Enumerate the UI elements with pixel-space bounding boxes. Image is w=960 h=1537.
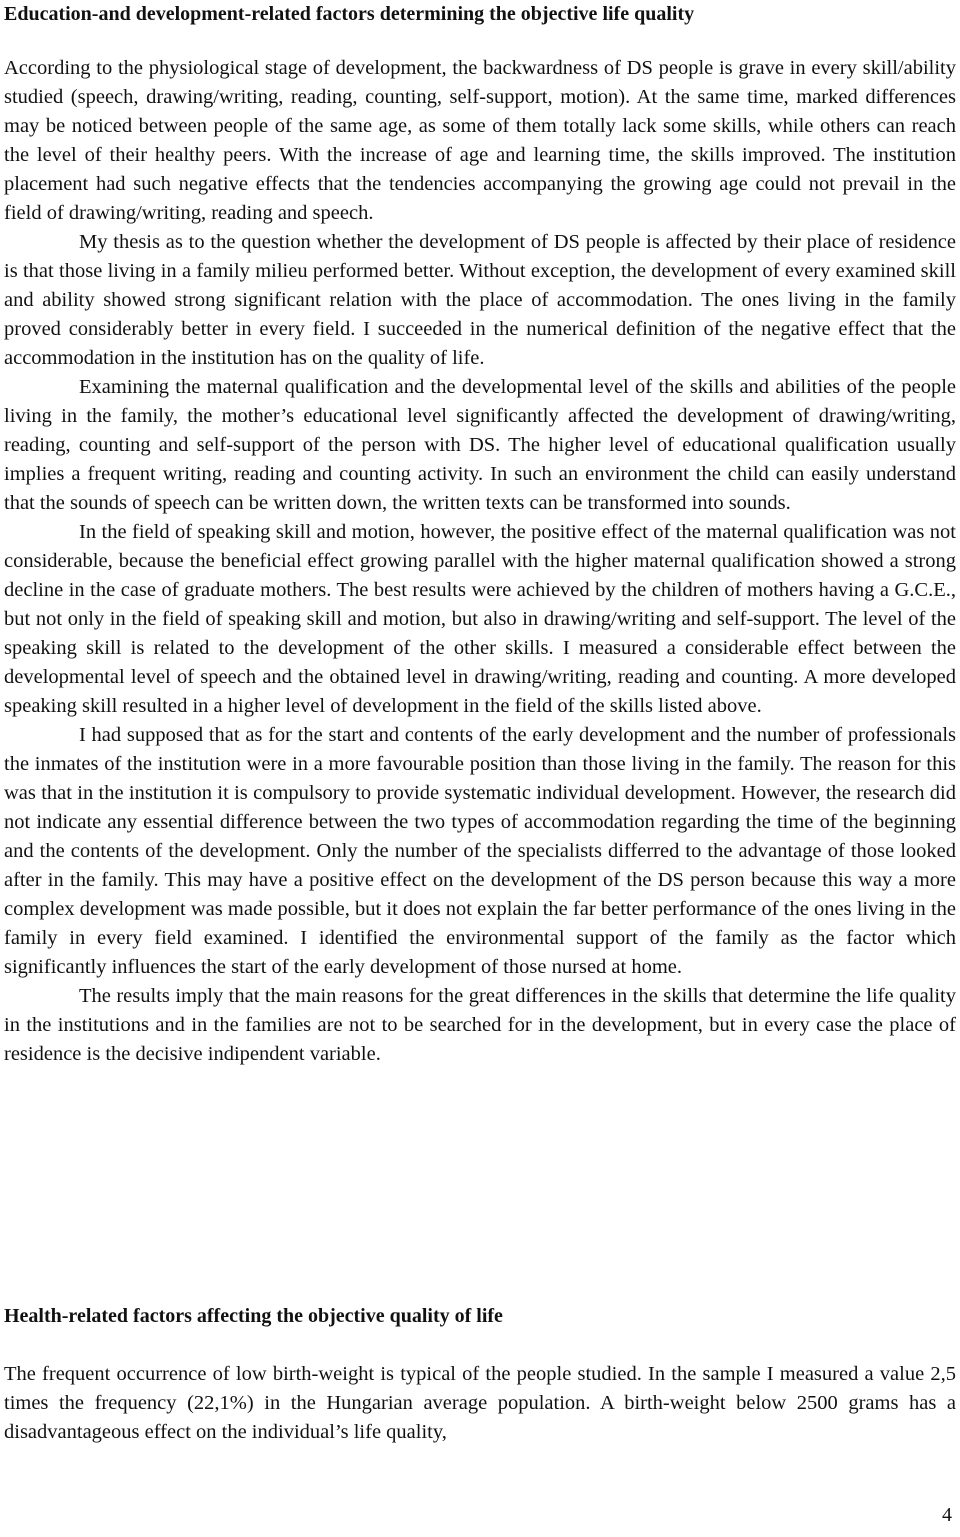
section-body-health xyxy=(4,1360,956,1447)
paragraph: In the field of speaking skill and motion, however, the positive effect of the maternal qualification was not considerable, because the beneficial effect growing parallel with the higher maternal qualification showed a strong decline in the case of graduate mothers. The best results were achieved by the children of mothers having a G.C.E., but not only in the field of speaking skill and motion, but also in drawing/writing and self-support. The level of the speaking skill is related to the development of the other skills. I measured a considerable effect between the developmental level of speech and the obtained level in drawing/writing, reading and counting. A more developed speaking skill resulted in a higher level of development in the field of the skills listed above. xyxy=(4,521,956,717)
paragraph: The results imply that the main reasons for the great differences in the skills that determine the life quality in the institutions and in the families are not to be searched for in the development, but in every case the place of residence is the decisive indipendent variable. xyxy=(4,985,956,1065)
paragraph: I had supposed that as for the start and contents of the early development and the number of professionals the inmates of the institution were in a more favourable position than those living in the family. The reason for this was that in the institution it is compulsory to provide systematic individual development. However, the research did not indicate any essential difference between the two types of accommodation regarding the time of the beginning and the contents of the development. Only the number of the specialists differred to the advantage of those looked after in the family. This may have a positive effect on the development of the DS person because this way a more complex development was made possible, but it does not explain the far better performance of the ones living in the family in every field examined. I identified the environmental support of the family as the factor which significantly influences the start of the early development of those nursed at home. xyxy=(4,724,956,978)
page-number: 4 xyxy=(942,1504,952,1526)
paragraph: The frequent occurrence of low birth-weight is typical of the people studied. In the sample I measured a value 2,5 times the frequency (22,1%) in the Hungarian average population. A birth-weight below 2500 grams has a disadvantageous effect on the individual’s life quality, xyxy=(4,1363,956,1443)
paragraph: According to the physiological stage of development, the backwardness of DS people is grave in every skill/ability studied (speech, drawing/writing, reading, counting, self-support, motion). At the same time, marked differences may be noticed between people of the same age, as some of them totally lack some skills, while others can reach the level of their healthy peers. With the increase of age and learning time, the skills improved. The institution placement had such negative effects that the tendencies accompanying the growing age could not prevail in the field of drawing/writing, reading and speech. xyxy=(4,57,956,224)
section-body-education xyxy=(4,54,956,1069)
paragraph: My thesis as to the question whether the development of DS people is affected by their place of residence is that those living in a family milieu performed better. Without exception, the development of every examined skill and ability showed strong significant relation with the place of accommodation. The ones living in the family proved considerably better in every field. I succeeded in the numerical definition of the negative effect that the accommodation in the institution has on the quality of life. xyxy=(4,231,956,369)
section-heading-health: Health-related factors affecting the objective quality of life xyxy=(4,1305,503,1327)
section-heading-education: Education-and development-related factors determining the objective life quality xyxy=(4,3,695,25)
paragraph: Examining the maternal qualification and the developmental level of the skills and abilities of the people living in the family, the mother’s educational level significantly affected the development of drawing/writing, reading, counting and self-support of the person with DS. The higher level of educational qualification usually implies a frequent writing, reading and counting activity. In such an environment the child can easily understand that the sounds of speech can be written down, the written texts can be transformed into sounds. xyxy=(4,376,956,514)
